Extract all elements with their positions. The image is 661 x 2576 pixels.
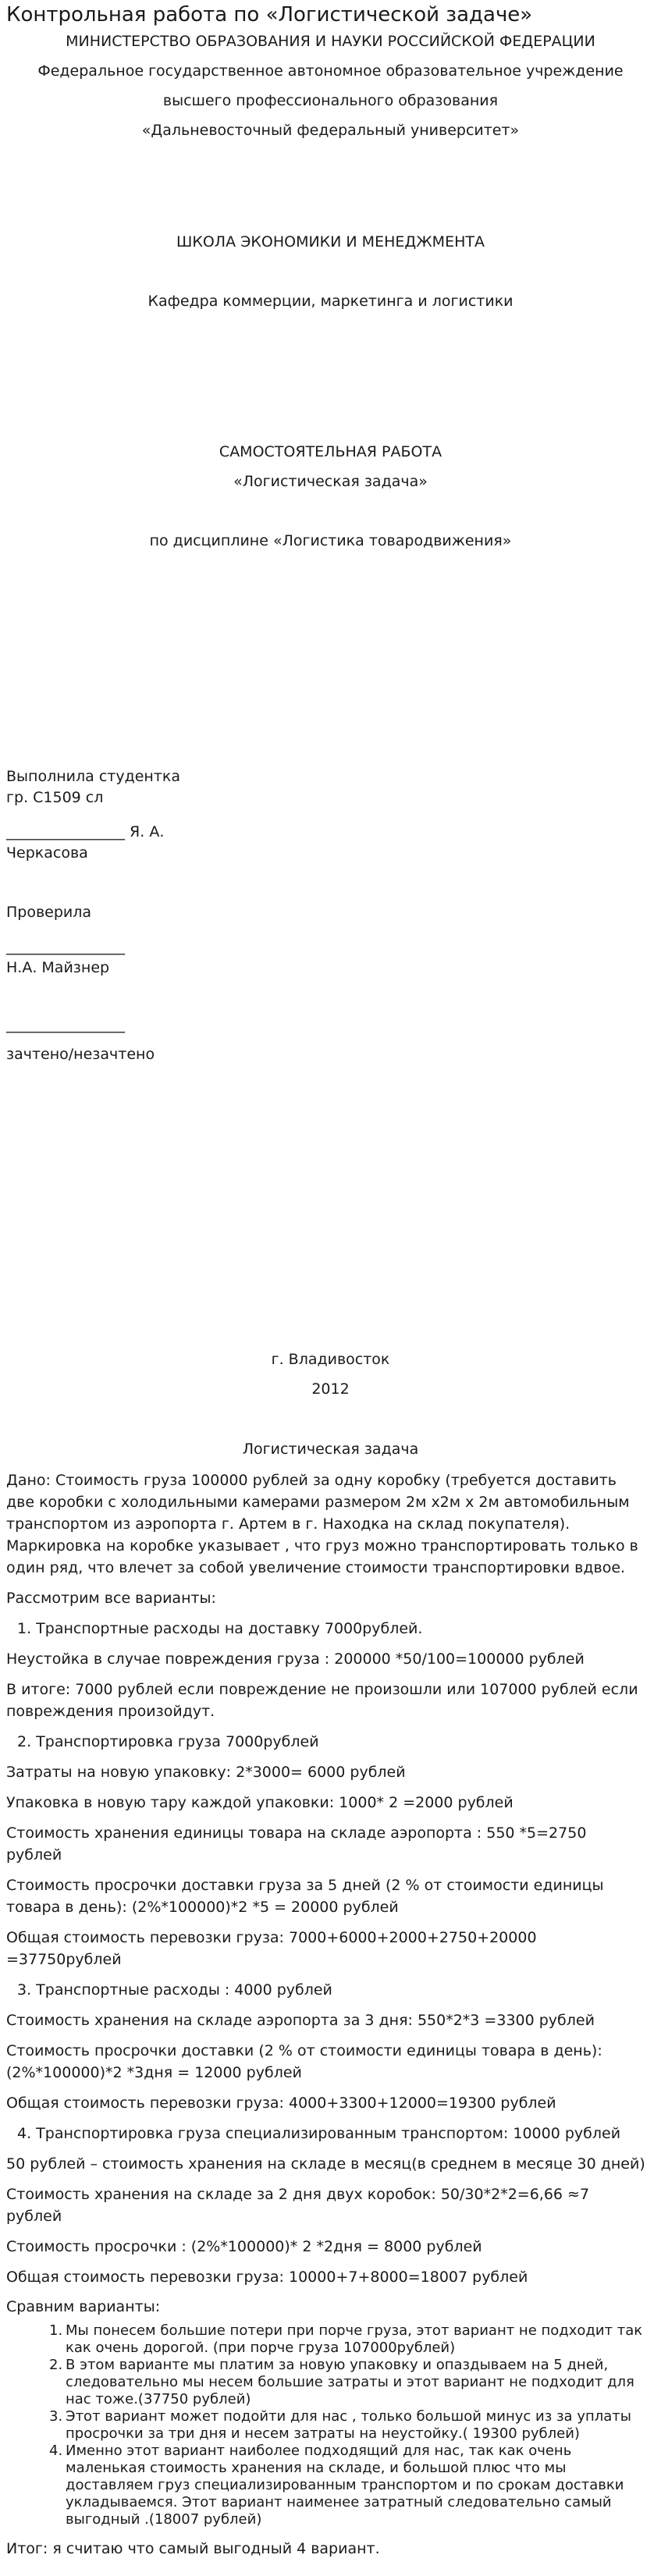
variant-1-penalty: Неустойка в случае повреждения груза : 200000 *50/100=100000 рублей xyxy=(6,1650,585,1668)
variant-3-storage: Стоимость хранения на складе аэропорта за 3 дня: 550*2*3 =3300 рублей xyxy=(6,2012,595,2029)
checked-by-label: Проверила xyxy=(6,904,92,921)
comparison-item-number: 1. xyxy=(49,2322,63,2339)
variant-3-delay: Стоимость просрочки доставки (2 % от стоимости единицы товара в день): (2%*100000)*2 *3дня = 12000 рублей xyxy=(6,2042,602,2081)
variant-4: 4. Транспортировка груза специализированным транспортом: 10000 рублей xyxy=(17,2125,621,2142)
compare-heading: Сравним варианты: xyxy=(6,2298,161,2315)
variant-2: 2. Транспортировка груза 7000рублей xyxy=(17,1733,319,1750)
variant-1-total: В итоге: 7000 рублей если повреждение не произошли или 107000 рублей если повреждения произойдут. xyxy=(6,1681,638,1720)
school-name: ШКОЛА ЭКОНОМИКИ И МЕНЕДЖМЕНТА xyxy=(176,233,485,250)
title-page-header xyxy=(0,31,661,141)
comparison-item xyxy=(6,2408,646,2443)
work-type: САМОСТОЯТЕЛЬНАЯ РАБОТА xyxy=(219,443,442,460)
work-title: «Логистическая задача» xyxy=(233,473,428,490)
variant-3-list xyxy=(6,1979,646,2001)
variant-4-storage: Стоимость хранения на складе за 2 дня двух коробок: 50/30*2*2=6,66 ≈7 рублей xyxy=(6,2186,590,2225)
variant-1: 1. Транспортные расходы на доставку 7000рублей. xyxy=(17,1620,423,1637)
comparison-list xyxy=(6,2322,646,2528)
comparison-item-text: Именно этот вариант наиболее подходящий для нас, так как очень маленькая стоимость хранения на складе, и большой плюс что мы доставляем груз специализированным транспортом и по срокам доставки укладываемся. Этот вариант наименее затратный следовательно самый выгодный .(18007 рублей) xyxy=(66,2443,624,2528)
checker-signature-line: ________________ xyxy=(6,938,125,955)
grade-signature-line: ________________ xyxy=(6,1016,125,1033)
variant-1-list xyxy=(6,1618,646,1640)
grade-block xyxy=(6,1014,646,1065)
variant-4-total: Общая стоимость перевозки груза: 10000+7+8000=18007 рублей xyxy=(6,2269,528,2286)
checker-signature-block xyxy=(6,902,646,979)
institution-line-1: Федеральное государственное автономное образовательное учреждение xyxy=(37,62,624,80)
variant-4-monthly-rate: 50 рублей – стоимость хранения на складе в месяц(в среднем в месяце 30 дней) xyxy=(6,2155,645,2173)
variant-2-list xyxy=(6,1731,646,1753)
consider-variants: Рассмотрим все варианты: xyxy=(6,1590,216,1607)
comparison-item-text: Этот вариант может подойти для нас , только большой минус из за уплаты просрочки за три дня и несем затраты на неустойку.( 19300 рублей) xyxy=(66,2408,631,2442)
variant-2-delay: Стоимость просрочки доставки груза за 5 дней (2 % от стоимости единицы товара в день): (2%*100000)*2 *5 = 20000 рублей xyxy=(6,1877,604,1916)
task-heading: Логистическая задача xyxy=(242,1441,419,1458)
city: г. Владивосток xyxy=(271,1351,390,1368)
comparison-item-number: 2. xyxy=(49,2357,63,2373)
student-surname: Черкасова xyxy=(6,844,88,862)
variant-4-list xyxy=(6,2123,646,2144)
student-signature-block xyxy=(6,766,646,864)
comparison-item-text: Мы понесем большие потери при порче груза, этот вариант не подходит так как очень дорогой. (при порче груза 107000рублей) xyxy=(66,2322,643,2356)
document-title: Контрольная работа по «Логистической задаче» xyxy=(6,3,533,27)
task-body xyxy=(6,1469,646,2568)
student-group: гр. С1509 сл xyxy=(6,789,104,806)
comparison-item-text: В этом варианте мы платим за новую упаковку и опаздываем на 5 дней, следовательно мы несем большие затраты и этот вариант не подходит для нас тоже.(37750 рублей) xyxy=(66,2357,634,2407)
discipline: по дисциплине «Логистика товародвижения» xyxy=(149,532,512,549)
comparison-item xyxy=(6,2443,646,2528)
performed-by-label: Выполнила студентка xyxy=(6,768,181,785)
variant-2-repack: Упаковка в новую тару каждой упаковки: 1000* 2 =2000 рублей xyxy=(6,1794,514,1811)
year: 2012 xyxy=(311,1380,350,1398)
variant-2-packaging: Затраты на новую упаковку: 2*3000= 6000 рублей xyxy=(6,1764,406,1781)
variant-4-delay: Стоимость просрочки : (2%*100000)* 2 *2дня = 8000 рублей xyxy=(6,2238,482,2255)
student-signature-line: ________________ Я. А. xyxy=(6,823,165,840)
comparison-item-number: 4. xyxy=(49,2443,63,2459)
variant-2-total: Общая стоимость перевозки груза: 7000+6000+2000+2750+20000 =37750рублей xyxy=(6,1929,537,1968)
institution-line-2: высшего профессионального образования xyxy=(162,92,499,109)
variant-3: 3. Транспортные расходы : 4000 рублей xyxy=(17,1981,332,1999)
comparison-item xyxy=(6,2322,646,2357)
grade-status: зачтено/незачтено xyxy=(6,1046,155,1063)
conclusion: Итог: я считаю что самый выгодный 4 вариант. xyxy=(6,2540,380,2557)
ministry-name: МИНИСТЕРСТВО ОБРАЗОВАНИЯ И НАУКИ РОССИЙСКОЙ ФЕДЕРАЦИИ xyxy=(66,33,595,50)
variant-3-total: Общая стоимость перевозки груза: 4000+3300+12000=19300 рублей xyxy=(6,2095,556,2112)
comparison-item xyxy=(6,2357,646,2408)
comparison-item-number: 3. xyxy=(49,2408,63,2425)
variant-2-storage: Стоимость хранения единицы товара на складе аэропорта : 550 *5=2750 рублей xyxy=(6,1825,587,1864)
given-paragraph: Дано: Стоимость груза 100000 рублей за одну коробку (требуется доставить две коробки с холодильными камерами размером 2м х2м х 2м автомобильным транспортом из аэропорта г. Артем в г. Находка на склад покупателя). Маркировка на коробке указывает , что груз можно транспортировать только в один ряд, что влечет за собой увеличение стоимости транспортировки вдвое. xyxy=(6,1472,638,1576)
checker-name: Н.А. Майзнер xyxy=(6,959,110,976)
university-name: «Дальневосточный федеральный университет» xyxy=(141,122,520,139)
department-name: Кафедра коммерции, маркетинга и логистики xyxy=(147,293,514,310)
